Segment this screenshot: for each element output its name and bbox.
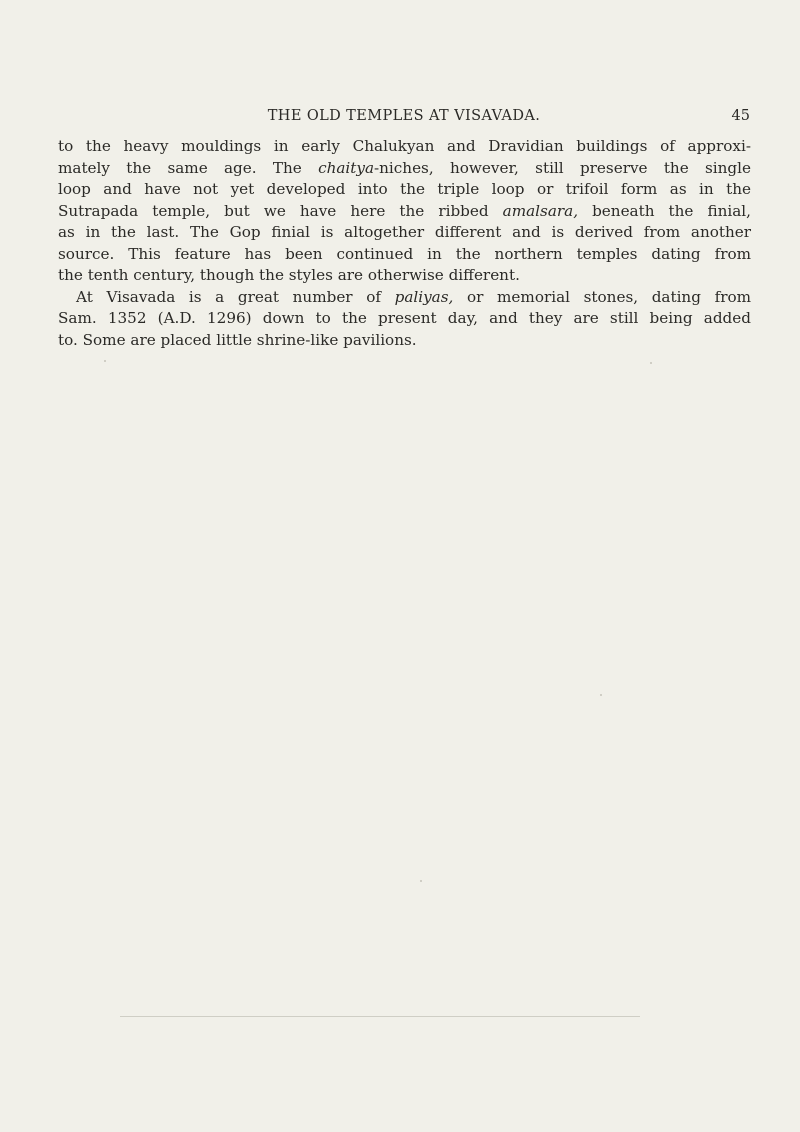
- paragraph: [58, 136, 751, 287]
- scan-speck: [104, 360, 106, 362]
- text-run: -niches, however, still preserve the single: [374, 158, 751, 177]
- scan-speck: [600, 694, 602, 696]
- paragraphs: [58, 136, 751, 351]
- text-run: Sutrapada temple, but we have here the ribbed: [58, 201, 503, 220]
- text-line: [58, 179, 751, 201]
- running-head: [58, 104, 750, 128]
- text-line: [58, 287, 751, 309]
- text-run: or memorial stones, dating from: [453, 287, 752, 306]
- italic-term: paliyas,: [394, 287, 454, 306]
- text-line: [58, 244, 751, 266]
- text-line: [58, 158, 751, 180]
- text-line: [58, 201, 751, 223]
- running-title: THE OLD TEMPLES AT VISAVADA.: [267, 108, 541, 124]
- text-run: as in the last. The Gop finial is altogether different and is derived from another: [58, 223, 751, 241]
- text-line: [58, 308, 751, 330]
- body-text: [58, 136, 751, 351]
- text-run: At Visavada is a great number of: [76, 287, 395, 306]
- text-run: to. Some are placed little shrine-like pavilions.: [58, 330, 417, 349]
- italic-term: amalsara,: [502, 201, 579, 220]
- text-line: [58, 330, 751, 352]
- paragraph: [58, 287, 751, 352]
- page-number: 45: [731, 108, 750, 124]
- text-run: to the heavy mouldings in early Chalukyan and Dravidian buildings of approxi-: [58, 137, 751, 155]
- text-run: the tenth century, though the styles are otherwise different.: [58, 266, 520, 284]
- scan-speck: [420, 880, 422, 882]
- text-line: [58, 136, 751, 158]
- scan-artifact-line: [120, 1016, 640, 1017]
- text-line: [58, 222, 751, 244]
- scan-speck: [650, 362, 652, 364]
- text-run: beneath the finial,: [578, 201, 751, 220]
- text-run: Sam. 1352 (A.D. 1296) down to the present day, and they are still being added: [58, 309, 751, 327]
- text-run: source. This feature has been continued in the northern temples dating from: [58, 244, 751, 263]
- text-run: loop and have not yet developed into the triple loop or trifoil form as in the: [58, 180, 751, 198]
- italic-term: chaitya: [318, 158, 375, 177]
- text-run: mately the same age. The: [58, 158, 319, 177]
- text-line: [58, 265, 751, 287]
